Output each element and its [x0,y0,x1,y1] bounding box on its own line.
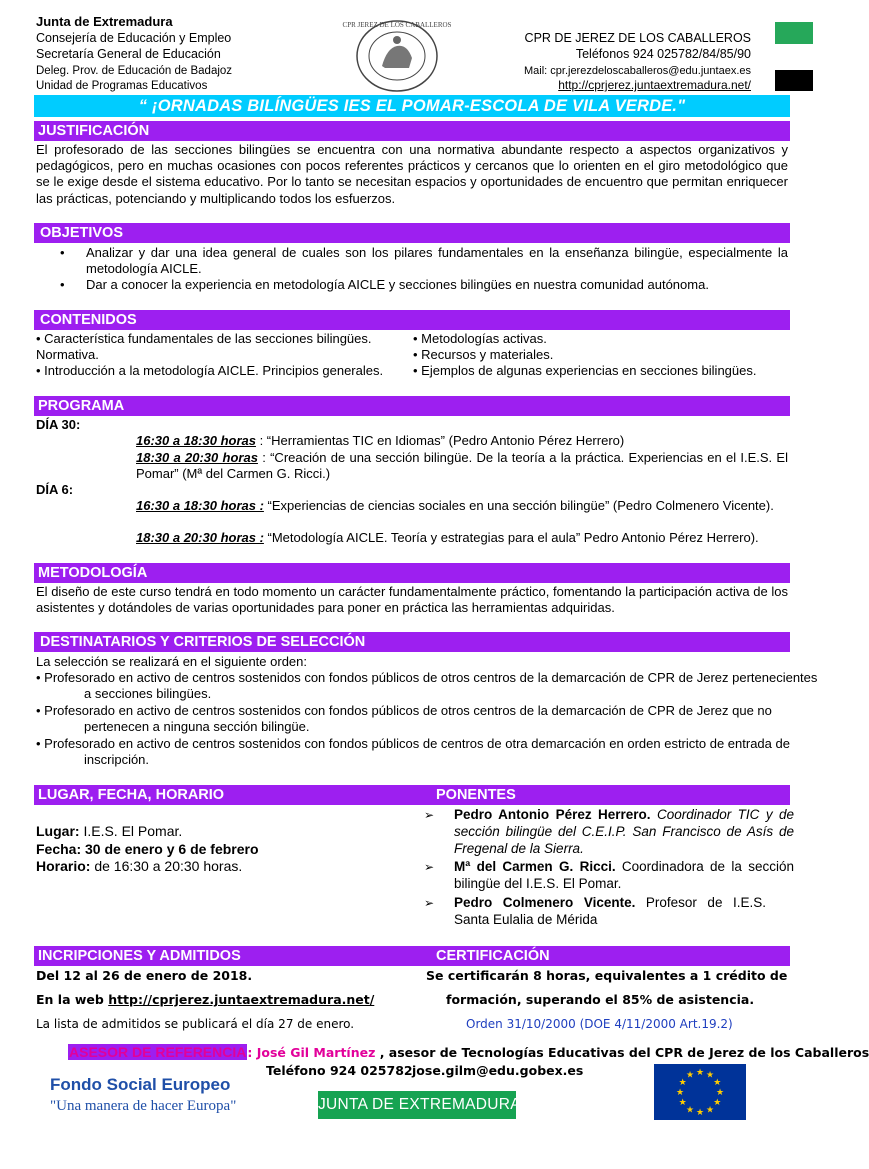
objetivo-item-2: Dar a conocer la experiencia en metodología AICLE y secciones bilingües en nuestra comunidad autónoma. [86,277,709,292]
ponente-1-name: Pedro Antonio Pérez Herrero. [454,807,651,822]
horario-label: Horario: [36,858,91,874]
fse-slogan: "Una manera de hacer Europa" [50,1098,237,1114]
destinatarios-item-1: • Profesorado en activo de centros sostenidos con fondos públicos de otros centros de la demarcación de CPR de Jerez pertenecientes a secciones bilingües. [36,670,818,702]
junta-logo-box [318,1091,521,1119]
inscripciones-web-line [36,992,374,1007]
destinatarios-item-3: • Profesorado en activo de centros sostenidos con fondos públicos de centros de otra demarcación en orden estricto de entrada de inscripción. [36,736,790,768]
header-cpr-name: CPR DE JEREZ DE LOS CABALLEROS [524,31,751,45]
header-delegacion: Deleg. Prov. de Educación de Badajoz [36,65,233,77]
contenidos-left-1: • Característica fundamentales de las secciones bilingües. Normativa. [36,331,372,363]
metodologia-heading: METODOLOGÍA [38,565,148,581]
ponente-3-role: Profesor de I.E.S. Santa Eulalia de Mérida [454,895,766,927]
certificacion-line-2: formación, superando el 85% de asistencia. [446,992,755,1007]
lugar-value: I.E.S. El Pomar. [79,823,183,839]
destinatarios-intro: La selección se realizará en el siguiente orden: [36,654,308,669]
ponente-1 [454,806,794,857]
header-phones: Teléfonos 924 025782/84/85/90 [575,47,751,61]
header-consejeria: Consejería de Educación y Empleo [36,31,232,45]
ponente-2-arrow-icon: ➢ [424,860,435,874]
eu-star-icon: ★ [695,1067,705,1077]
certificacion-orden: Orden 31/10/2000 (DOE 4/11/2000 Art.19.2) [466,1017,733,1031]
horario-value: de 16:30 a 20:30 horas. [90,858,243,874]
contenidos-right-1: • Metodologías activas. [413,331,547,346]
metodologia-text: El diseño de este curso tendrá en todo momento un carácter fundamentalmente práctico, fomentando la participación activa de los asistentes y dotándoles de varias oportunidades para poner en práctica las herramientas adquiridas. [36,584,788,616]
contenidos-heading: CONTENIDOS [40,312,137,328]
contenidos-bar [34,310,790,330]
eu-star-icon: ★ [685,1069,695,1080]
programa-day-1-label: DÍA 30: [36,417,81,432]
asesor-email: jose.gilm@edu.gobex.es [412,1063,584,1078]
eu-star-icon: ★ [705,1104,715,1115]
junta-logo-text: JUNTA DE EXTREMADURA [318,1096,521,1113]
contenidos-right-3: • Ejemplos de algunas experiencias en secciones bilingües. [413,363,757,378]
certificacion-heading: CERTIFICACIÓN [436,948,550,964]
fecha-label: Fecha [36,841,77,857]
eu-star-icon: ★ [678,1097,687,1107]
session-2-desc: : “Creación de una sección bilingüe. De la teoría a la práctica. Experiencias en el I.E.S. El Pomar” (Mª del Carmen G. Ricci.) [136,450,788,482]
contenidos-right-2: • Recursos y materiales. [413,347,554,362]
lugar-line [36,823,182,839]
programa-session-2 [136,450,788,482]
objetivo-bullet-2: • [60,277,65,292]
justificacion-heading: JUSTIFICACIÓN [38,123,150,139]
eu-star-icon: ★ [713,1097,722,1107]
cpr-seal-logo [342,18,452,94]
programa-session-4 [136,530,788,546]
session-3-desc: “Experiencias de ciencias sociales en una sección bilingüe” (Pedro Colmenero Vicente). [263,498,774,513]
programa-bar [34,396,790,416]
certificacion-line-1: Se certificarán 8 horas, equivalentes a 1 crédito de [426,968,788,983]
programa-session-3 [136,498,788,514]
fecha-value: : 30 de enero y 6 de febrero [76,841,259,857]
fse-title: Fondo Social Europeo [50,1075,231,1094]
asesor-desc: , asesor de Tecnologías Educativas del CPR de Jerez de los Caballeros [375,1045,869,1060]
eu-star-icon: ★ [715,1087,725,1097]
objetivos-heading: OBJETIVOS [40,225,123,241]
green-flag-block [775,22,813,44]
ponente-2-name: Mª del Carmen G. Ricci. [454,859,616,874]
ponente-2 [454,858,794,892]
inscripciones-heading: INCRIPCIONES Y ADMITIDOS [38,948,241,964]
metodologia-bar [34,563,790,583]
objetivos-bar [34,223,790,243]
admitidos-note: La lista de admitidos se publicará el día 27 de enero. [36,1017,355,1031]
fecha-line [36,841,259,857]
header-mail: Mail: cpr.jerezdeloscaballeros@edu.juntaex.es [523,65,751,77]
programa-heading: PROGRAMA [38,398,125,414]
eu-star-icon: ★ [678,1077,687,1087]
session-1-desc: : “Herramientas TIC en Idiomas” (Pedro Antonio Pérez Herrero) [255,433,625,448]
session-1-time: 16:30 a 18:30 horas [136,433,256,448]
objetivo-item-1: Analizar y dar una idea general de cuales son los pilares fundamentales en la enseñanza bilingüe, especialmente la metodología AICLE. [86,245,788,277]
lugar-label: Lugar: [36,823,80,839]
web-label: En la web [36,992,109,1007]
asesor-phone: Teléfono 924 025782 [266,1063,413,1078]
header-website-link[interactable]: http://cprjerez.juntaextremadura.net/ [558,78,751,92]
ponentes-heading: PONENTES [436,787,516,803]
eu-star-icon: ★ [685,1104,695,1115]
asesor-label: ASESOR DE REFERENCIA [69,1044,247,1060]
session-4-time: 18:30 a 20:30 horas : [136,530,264,545]
eu-star-icon: ★ [675,1087,685,1097]
destinatarios-item-2: • Profesorado en activo de centros sostenidos con fondos públicos de otros centros de la demarcación de CPR de Jerez que no pertenecen a ninguna sección bilingüe. [36,703,772,735]
ponente-3-name: Pedro Colmenero Vicente. [454,895,636,910]
black-flag-block [775,70,813,91]
header-org: Junta de Extremadura [36,14,173,29]
horario-line [36,858,242,874]
lugar-heading: LUGAR, FECHA, HORARIO [38,787,225,803]
eu-flag-icon [654,1064,746,1120]
ponente-1-arrow-icon: ➢ [424,808,435,822]
contenidos-left-2: • Introducción a la metodología AICLE. Principios generales. [36,363,384,378]
session-2-time: 18:30 a 20:30 horas [136,450,258,465]
inscripciones-dates: Del 12 al 26 de enero de 2018. [36,968,253,983]
justificacion-text: El profesorado de las secciones bilingües se encuentra con una normativa abundante respecto a aspectos organizativos y pedagógicos, pero en muchas ocasiones con pocos referentes prácticos y cercanos que lo orienten en el giro metodológico que se le exige desde el sistema educativo. Por lo tanto se necesitan espacios y oportunidades de encuentro que permitan enriquecer las prácticas, potenciando y multiplicando todos los esfuerzos. [36,142,788,206]
ponente-2-role: Coordinadora de la sección bilingüe del I.E.S. El Pomar. [454,859,794,891]
programa-session-1 [136,433,788,449]
eu-star-icon: ★ [705,1069,715,1080]
objetivo-bullet-1: • [60,245,65,260]
programa-day-2-label: DÍA 6: [36,482,74,497]
asesor-line [68,1044,869,1060]
page-title: “ ¡ORNADAS BILÍNGÜES IES EL POMAR-ESCOLA DE VILA VERDE." [138,97,686,115]
seal-text: CPR JEREZ DE LOS CABALLEROS [342,21,452,29]
ponente-1-role: Coordinador TIC y de sección bilingüe del C.E.I.P. San Francisco de Asís de Fregenal de la Sierra. [454,807,794,856]
header-secretaria: Secretaría General de Educación [36,47,221,61]
eu-star-icon: ★ [695,1107,705,1117]
eu-star-icon: ★ [713,1077,722,1087]
ponente-3 [454,894,766,928]
title-banner [34,95,790,117]
ponente-3-arrow-icon: ➢ [424,896,435,910]
inscripciones-web-link[interactable]: http://cprjerez.juntaextremadura.net/ [108,992,375,1007]
session-3-time: 16:30 a 18:30 horas : [136,498,264,513]
asesor-name: : José Gil Martínez [247,1045,376,1060]
session-4-desc: “Metodología AICLE. Teoría y estrategias para el aula” Pedro Antonio Pérez Herrero). [263,530,759,545]
header-unidad: Unidad de Programas Educativos [36,80,208,92]
destinatarios-heading: DESTINATARIOS Y CRITERIOS DE SELECCIÓN [40,634,366,650]
